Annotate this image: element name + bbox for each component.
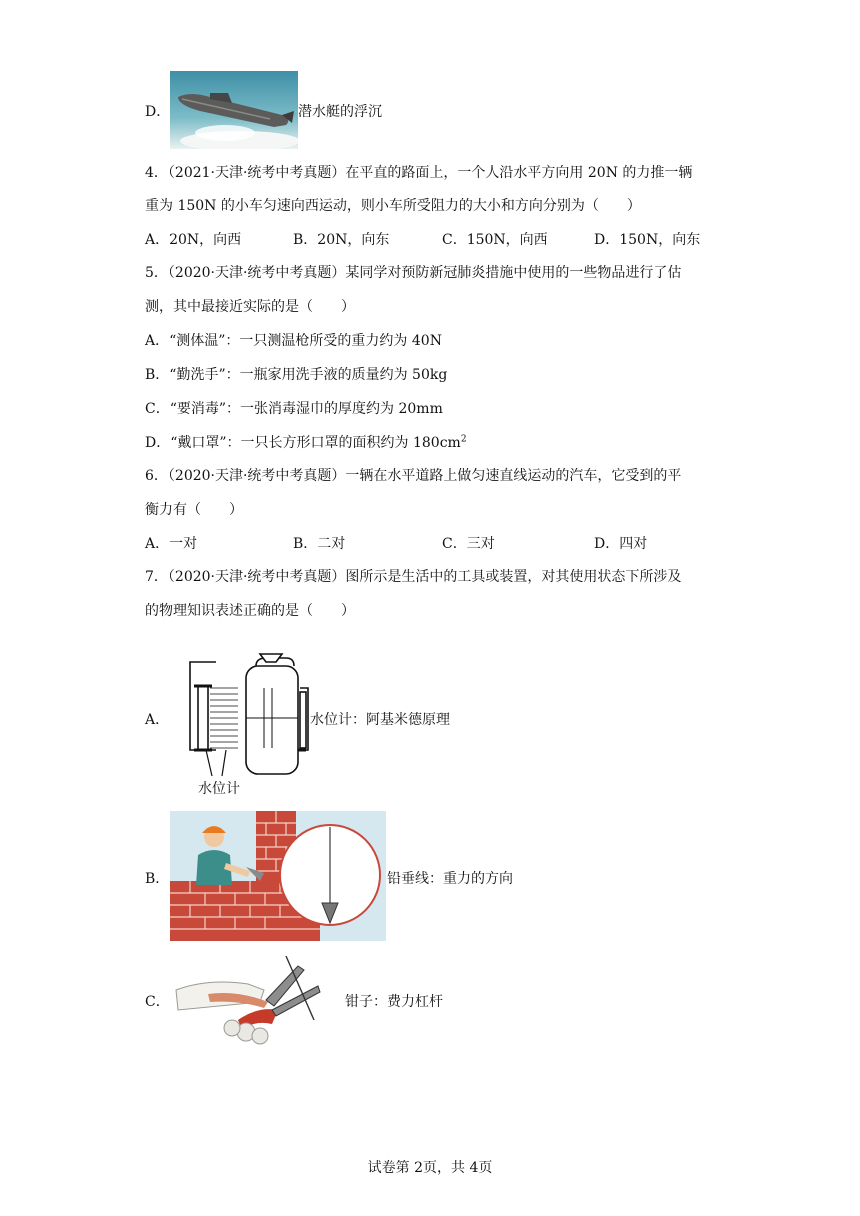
q6-option-b: B．二对 (293, 536, 346, 552)
water-level-gauge-caption: 水位计 (198, 781, 240, 797)
q4-stem-line2: 重为 150N 的小车匀速向西运动，则小车所受阻力的大小和方向分别为（ ） (145, 198, 641, 214)
q7-option-b-label: B． (145, 871, 170, 887)
q5-stem-line1: 5．（2020·天津·统考中考真题）某同学对预防新冠肺炎措施中使用的一些物品进行了估 (145, 265, 682, 281)
q7-option-a-text: 水位计：阿基米德原理 (310, 712, 450, 728)
plumb-line-figure (170, 811, 386, 941)
q7-option-a-label: A． (145, 712, 170, 728)
page-footer: 试卷第 2页，共 4页 (367, 1160, 493, 1176)
q6-stem-line1: 6．（2020·天津·统考中考真题）一辆在水平道路上做匀速直线运动的汽车，它受到的平 (145, 468, 682, 484)
q5-option-d-text: D．“戴口罩”：一只长方形口罩的面积约为 180cm (145, 435, 461, 451)
q5-option-c: C．“要消毒”：一张消毒湿巾的厚度约为 20mm (145, 401, 443, 417)
q4-option-d: D．150N，向东 (594, 232, 701, 248)
q5-option-d (145, 433, 467, 453)
q6-stem-line2: 衡力有（ ） (145, 502, 243, 518)
q3-option-d-label: D． (145, 104, 171, 120)
pliers-figure (168, 950, 340, 1052)
q6-option-c: C．三对 (442, 536, 495, 552)
q5-option-d-superscript: 2 (460, 434, 467, 445)
water-level-gauge-figure (176, 648, 310, 800)
q5-stem-line2: 测，其中最接近实际的是（ ） (145, 299, 355, 315)
q7-option-c-label: C． (145, 994, 170, 1010)
q7-stem-line2: 的物理知识表述正确的是（ ） (145, 603, 355, 619)
q5-option-b: B．“勤洗手”：一瓶家用洗手液的质量约为 50kg (145, 367, 448, 383)
q5-option-a: A．“测体温”：一只测温枪所受的重力约为 40N (145, 333, 442, 349)
q4-stem-line1: 4．（2021·天津·统考中考真题）在平直的路面上，一个人沿水平方向用 20N 的力推一辆 (145, 165, 693, 181)
q7-option-c-text: 钳子：费力杠杆 (345, 994, 443, 1010)
q7-option-b-text: 铅垂线：重力的方向 (387, 871, 513, 887)
submarine-image (170, 71, 298, 149)
q6-option-d: D．四对 (594, 536, 648, 552)
q3-option-d-text: 潜水艇的浮沉 (298, 104, 382, 120)
q4-option-c: C．150N，向西 (442, 232, 548, 248)
q4-option-b: B．20N，向东 (293, 232, 390, 248)
q4-option-a: A．20N，向西 (145, 232, 242, 248)
q6-option-a: A．一对 (145, 536, 198, 552)
q7-stem-line1: 7．（2020·天津·统考中考真题）图所示是生活中的工具或装置，对其使用状态下所涉及 (145, 569, 682, 585)
